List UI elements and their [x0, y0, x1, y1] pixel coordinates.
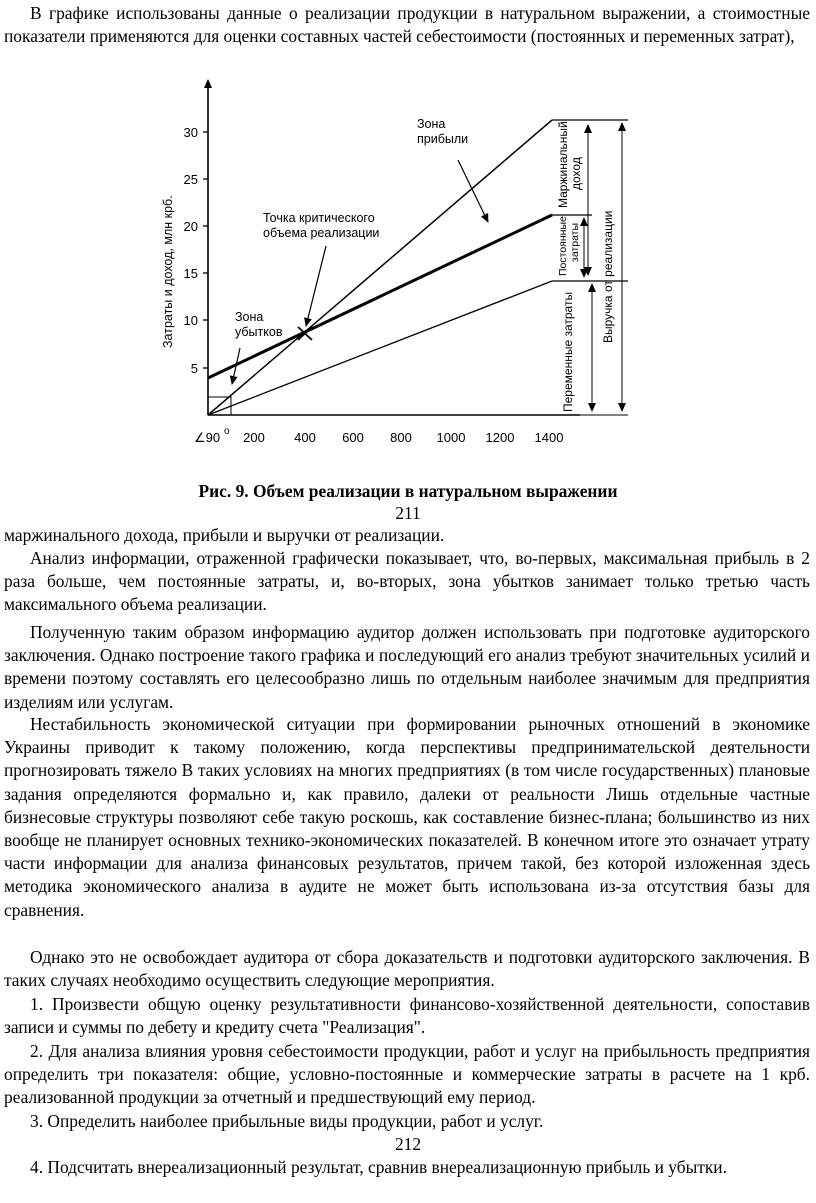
- revenue-label: Выручка от реализации: [601, 210, 615, 343]
- y-axis-label: Затраты и доход, млн крб.: [161, 195, 175, 348]
- paragraph: Однако это не освобождает аудитора от сбора доказательств и подготовки аудиторского заключения. В таких случаях необходимо осуществить следующие мероприятия.: [4, 947, 810, 991]
- paragraph: 2. Для анализа влияния уровня себестоимости продукции, работ и услуг на прибыльность предприятия определить три показателя: общие, условно-постоянные и коммерческие затраты в расчете на 1 крб. реализованной продукции за отчетный и предшествующий ему период.: [4, 1041, 810, 1108]
- x-tick-label: 600: [342, 430, 364, 445]
- breakeven-label: Точка критического: [263, 211, 375, 225]
- loss-zone-label: Зона: [235, 310, 264, 324]
- fixed-costs-label: Постоянные: [557, 216, 569, 276]
- marginal-income-label: доход: [569, 157, 583, 190]
- fixed-costs-label: затраты: [569, 222, 581, 262]
- paragraph: Анализ информации, отраженной графически показывает, что, во-первых, максимальная прибыль в 2 раза больше, чем постоянные затраты, и, во-вторых, зона убытков занимает только третью часть максимального объема реализации.: [4, 548, 810, 615]
- page-number: 211: [395, 503, 421, 523]
- paragraph: маржинального дохода, прибыли и выручки от реализации.: [4, 525, 445, 545]
- x-origin-degree: о: [224, 426, 230, 437]
- x-tick-label: 800: [390, 430, 412, 445]
- figure-caption: Рис. 9. Объем реализации в натуральном выражении: [198, 481, 618, 501]
- paragraph: Нестабильность экономической ситуации при формировании рыночных отношений в экономике Украины приводит к такому положению, когда перспективы предпринимательской деятельности прогнозировать тяжело В таких условиях на многих предприятиях (в том числе государственных) плановые задания определяются формально и, как правило, далеки от реальности Лишь отдельные частные бизнесовые структуры позволяют себе такую роскошь, как составление бизнес-плана; большинство из них вообще не планирует основных технико-экономических показателей. В конечном итоге это означает утрату части информации для анализа финансовых результатов, причем такой, без которой изложенная здесь методика экономического анализа в аудите не может быть использована из-за отсутствия базы для сравнения.: [4, 714, 810, 920]
- x-tick-label: 1200: [485, 430, 515, 445]
- x-tick-label: 1400: [534, 430, 564, 445]
- y-tick-label: 30: [183, 125, 198, 140]
- profit-zone-pointer: [458, 160, 488, 222]
- y-tick-label: 5: [190, 361, 198, 376]
- paragraph: Полученную таким образом информацию аудитор должен использовать при подготовке аудиторского заключения. Однако построение такого графика и последующий его анализ требуют значительных усилий и времени поэтому составлять его целесообразно лишь по отдельным наиболее значимым для предприятия изделиям или услугам.: [4, 622, 810, 712]
- marginal-income-label: Маржинальный: [556, 121, 570, 208]
- breakeven-label: объема реализации: [263, 226, 380, 240]
- loss-zone-label: убытков: [235, 325, 283, 339]
- intro-paragraph: В графике использованы данные о реализации продукции в натуральном выражении, а стоимостные показатели применяются для оценки составных частей себестоимости (постоянных и переменных затрат),: [4, 3, 810, 47]
- variable-costs-label: Переменные затраты: [561, 291, 575, 412]
- breakeven-chart: [150, 75, 650, 450]
- x-tick-label: 400: [294, 430, 316, 445]
- y-tick-label: 20: [183, 219, 198, 234]
- paragraph: 4. Подсчитать внереализационный результат, сравнив внереализационную прибыль и убытки.: [30, 1157, 727, 1177]
- x-tick-label: 1000: [436, 430, 466, 445]
- paragraph: 1. Произвести общую оценку результативности финансово-хозяйственной деятельности, сопоставив записи и суммы по дебету и кредиту счета "Реализация".: [4, 994, 810, 1038]
- total-cost-line: [208, 215, 552, 378]
- variable-cost-line: [208, 281, 552, 415]
- y-tick-label: 25: [183, 172, 198, 187]
- y-tick-label: 15: [183, 266, 198, 281]
- profit-zone-label: прибыли: [417, 132, 469, 146]
- x-origin-label: ∠90: [194, 430, 221, 445]
- y-tick-label: 10: [183, 313, 198, 328]
- breakeven-pointer: [306, 246, 326, 326]
- paragraph: 3. Определить наиболее прибыльные виды продукции, работ и услуг.: [30, 1111, 544, 1131]
- profit-zone-label: Зона: [417, 117, 446, 131]
- revenue-line: [208, 120, 552, 415]
- x-tick-label: 200: [243, 430, 265, 445]
- page-number: 212: [394, 1134, 422, 1154]
